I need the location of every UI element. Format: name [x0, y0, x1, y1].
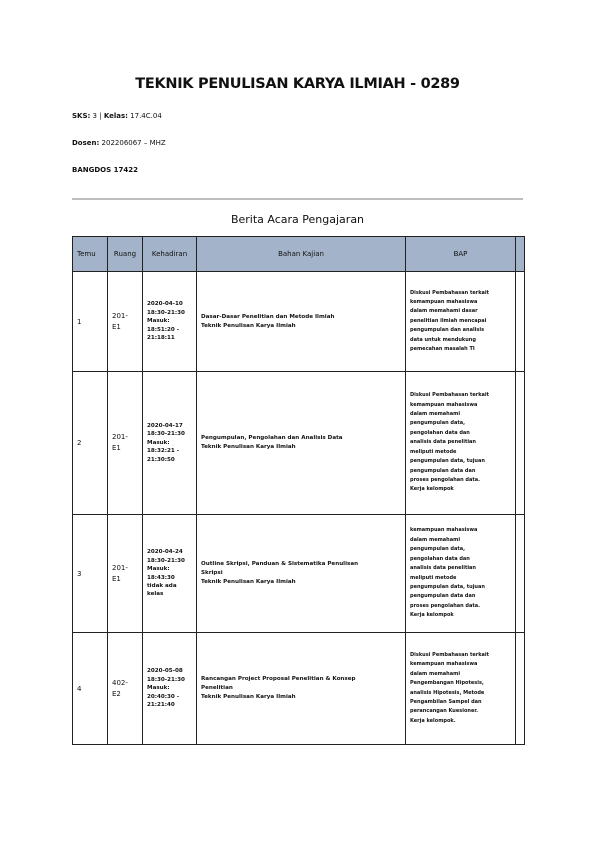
cell-bahan-kajian: Rancangan Project Proposal Penelitian & Konsep Penelitian Teknik Penulisan Karya Ilmiah [197, 633, 406, 745]
col-header-kehadiran: Kehadiran [143, 237, 197, 272]
cell-bap: Diskusi Pembahasan terkait kemampuan mahasiswa dalam memahami dasar penelitian ilmiah mencapai pengumpulan dan analisis data untuk mendukung pemecahan masalah TI [406, 272, 516, 372]
table-row [73, 515, 525, 633]
sks-value: 3 | [90, 112, 104, 120]
section-title: Berita Acara Pengajaran [230, 213, 365, 226]
cell-temu: 2 [73, 372, 108, 515]
table-row [73, 633, 525, 745]
table-row [73, 272, 525, 372]
bangdos-line: BANGDOS 17422 [72, 166, 138, 174]
cell-temu: 4 [73, 633, 108, 745]
cell-ruang: 201- E1 [108, 372, 143, 515]
sks-label: SKS: [72, 112, 91, 120]
cell-kehadiran: 2020-04-17 18:30-21:30 Masuk: 18:32:21 - 21:30:50 [143, 372, 197, 515]
cell-ruang: 201- E1 [108, 272, 143, 372]
table-header-row [73, 237, 525, 272]
cell-bap: kemampuan mahasiswa dalam memahami pengumpulan data, pengolahan data dan analisis data penelitian meliputi metode pengumpulan data, tujuan pengumpulan data dan proses pengolahan data. Kerja kelompok [406, 515, 516, 633]
cell-bahan-kajian: Outline Skripsi, Panduan & Sistematika Penulisan Skripsi Teknik Penulisan Karya Ilmiah [197, 515, 406, 633]
dosen-line [72, 139, 166, 147]
col-header-ruang: Ruang [108, 237, 143, 272]
cell-bap: Diskusi Pembahasan terkait kemampuan mahasiswa dalam memahami Pengembangan Hipotesis, analisis Hipotesis, Metode Pengambilan Sampel dan perancangan Kuesioner. Kerja kelompok. [406, 633, 516, 745]
cell-empty [516, 272, 525, 372]
col-header-empty [516, 237, 525, 272]
horizontal-divider [72, 198, 523, 200]
sks-kelas-line [72, 112, 162, 120]
cell-temu: 3 [73, 515, 108, 633]
col-header-temu: Temu [73, 237, 108, 272]
col-header-bahan-kajian: Bahan Kajian [197, 237, 406, 272]
kelas-label: Kelas: [103, 112, 128, 120]
cell-empty [516, 633, 525, 745]
col-header-bap: BAP [406, 237, 516, 272]
bap-table [72, 236, 525, 745]
cell-kehadiran: 2020-04-10 18:30-21:30 Masuk: 18:51:20 - 21:18:11 [143, 272, 197, 372]
cell-bahan-kajian: Dasar-Dasar Penelitian dan Metode Ilmiah Teknik Penulisan Karya Ilmiah [197, 272, 406, 372]
cell-bap: Diskusi Pembahasan terkait kemampuan mahasiswa dalam memahami pengumpulan data, pengolahan data dan analisis data penelitian meliputi metode pengumpulan data, tujuan pengumpulan data dan proses pengolahan data. Kerja kelompok [406, 372, 516, 515]
dosen-value: 202206067 – MHZ [99, 139, 166, 147]
cell-kehadiran: 2020-05-08 18:30-21:30 Masuk: 20:40:30 - 21:21:40 [143, 633, 197, 745]
cell-ruang: 402- E2 [108, 633, 143, 745]
table-row [73, 372, 525, 515]
kelas-value: 17.4C.04 [127, 112, 162, 120]
document-title: TEKNIK PENULISAN KARYA ILMIAH - 0289 [135, 76, 460, 92]
cell-empty [516, 372, 525, 515]
cell-temu: 1 [73, 272, 108, 372]
cell-ruang: 201- E1 [108, 515, 143, 633]
dosen-label: Dosen: [72, 139, 100, 147]
cell-kehadiran: 2020-04-24 18:30-21:30 Masuk: 18:43:30 tidak ada kelas [143, 515, 197, 633]
cell-bahan-kajian: Pengumpulan, Pengolahan dan Analisis Data Teknik Penulisan Karya Ilmiah [197, 372, 406, 515]
cell-empty [516, 515, 525, 633]
